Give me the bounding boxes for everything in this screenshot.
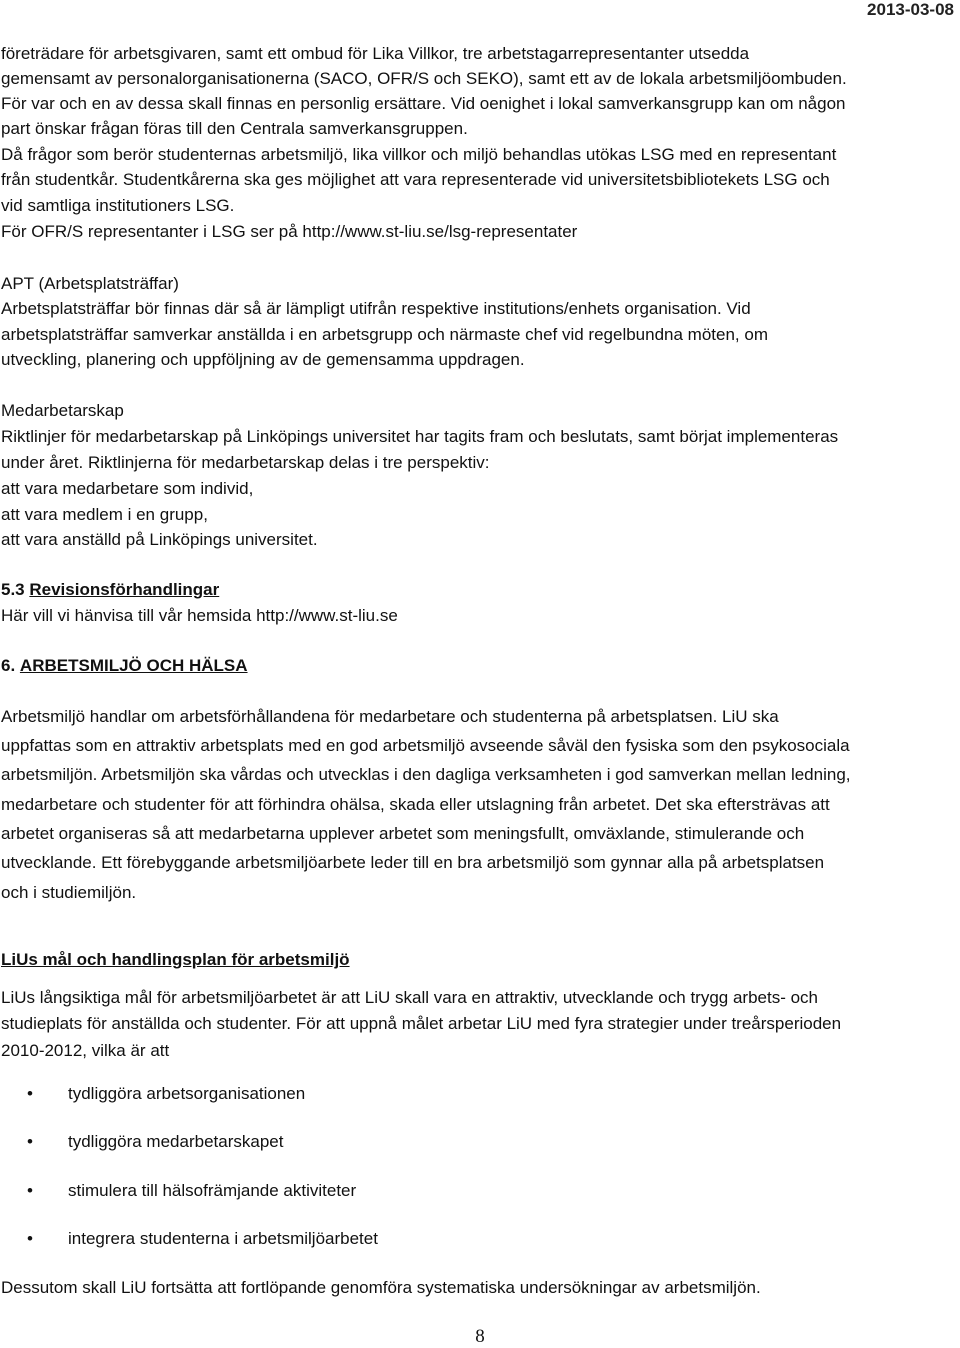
- body-line: att vara anställd på Linköpings universitet.: [1, 530, 318, 549]
- body-line: part önskar frågan föras till den Centrala samverkansgruppen.: [1, 119, 468, 138]
- body-line: arbetet organiseras så att medarbetarna upplever arbetet som meningsfullt, omväxlande, stimulerande och: [1, 824, 805, 843]
- body-line: För OFR/S representanter i LSG ser på http://www.st-liu.se/lsg-representater: [1, 222, 578, 241]
- body-line: utveckling, planering och uppföljning av de gemensamma uppdragen.: [1, 350, 525, 369]
- page-number: 8: [475, 1326, 485, 1347]
- body-line: 2010-2012, vilka är att: [1, 1041, 170, 1060]
- section-heading-revision: [1, 580, 959, 600]
- list-item: stimulera till hälsofrämjande aktiviteter: [68, 1181, 357, 1200]
- body-line: gemensamt av personalorganisationerna (SACO, OFR/S och SEKO), samt ett av de lokala arbetsmiljöombuden.: [1, 69, 847, 88]
- body-line: uppfattas som en attraktiv arbetsplats med en god arbetsmiljö avseende såväl den fysiska som den psykosociala: [1, 736, 850, 755]
- section-heading-arbetsmiljo: [1, 656, 959, 676]
- body-line: under året. Riktlinjerna för medarbetarskap delas i tre perspektiv:: [1, 453, 490, 472]
- list-item: integrera studenterna i arbetsmiljöarbetet: [68, 1229, 378, 1248]
- body-line: från studentkår. Studentkårerna ska ges möjlighet att vara representerade vid universitetsbibliotekets LSG och: [1, 170, 830, 189]
- section-number: 6.: [1, 656, 16, 675]
- body-line: LiUs långsiktiga mål för arbetsmiljöarbetet är att LiU skall vara en attraktiv, utvecklande och trygg arbets- och: [1, 988, 818, 1007]
- body-line: vid samtliga institutioners LSG.: [1, 196, 235, 215]
- body-line: arbetsmiljön. Arbetsmiljön ska vårdas och utvecklas i den dagliga verksamheten i god samverkan mellan ledning,: [1, 765, 851, 784]
- section-title: ARBETSMILJÖ OCH HÄLSA: [19, 656, 248, 675]
- body-line: Arbetsplatsträffar bör finnas där så är lämpligt utifrån respektive institutions/enhets organisation. Vid: [1, 299, 751, 318]
- section-title: Revisionsförhandlingar: [29, 580, 220, 599]
- body-line: För var och en av dessa skall finnas en personlig ersättare. Vid oenighet i lokal samverkansgrupp kan om någon: [1, 94, 846, 113]
- bullet-dot-icon: •: [27, 1132, 33, 1151]
- body-line: Riktlinjer för medarbetarskap på Linköpings universitet har tagits fram och beslutats, samt börjat implementeras: [1, 427, 839, 446]
- list-item: tydliggöra medarbetarskapet: [68, 1132, 284, 1151]
- body-line: Här vill vi hänvisa till vår hemsida http://www.st-liu.se: [1, 606, 398, 625]
- body-line: Då frågor som berör studenternas arbetsmiljö, lika villkor och miljö behandlas utökas LSG med en representant: [1, 145, 837, 164]
- list-item: tydliggöra arbetsorganisationen: [68, 1084, 306, 1103]
- body-line: medarbetare och studenter för att förhindra ohälsa, skada eller utslagning från arbetet. Det ska eftersträvas att: [1, 795, 830, 814]
- body-line: att vara medarbetare som individ,: [1, 479, 254, 498]
- body-line: arbetsplatsträffar samverkar anställda i en arbetsgrupp och närmaste chef vid regelbundna möten, om: [1, 325, 768, 344]
- header-date: 2013-03-08: [867, 0, 954, 19]
- bullet-dot-icon: •: [27, 1084, 33, 1103]
- body-line: Arbetsmiljö handlar om arbetsförhållandena för medarbetare och studenterna på arbetsplatsen. LiU ska: [1, 707, 779, 726]
- section-number: 5.3: [1, 580, 25, 599]
- body-line: och i studiemiljön.: [1, 883, 137, 902]
- section-heading-apt: APT (Arbetsplatsträffar): [1, 274, 179, 293]
- body-line: företrädare för arbetsgivaren, samt ett ombud för Lika Villkor, tre arbetstagarrepresentanter utsedda: [1, 44, 750, 63]
- bullet-dot-icon: •: [27, 1181, 33, 1200]
- body-line: utvecklande. Ett förebyggande arbetsmiljöarbete leder till en bra arbetsmiljö som gynnar alla på arbetsplatsen: [1, 853, 825, 872]
- section-heading-medarbetarskap: Medarbetarskap: [1, 401, 124, 420]
- section-heading-liu-goals: LiUs mål och handlingsplan för arbetsmiljö: [1, 950, 350, 969]
- bullet-dot-icon: •: [27, 1229, 33, 1248]
- body-line: att vara medlem i en grupp,: [1, 505, 208, 524]
- body-line: Dessutom skall LiU fortsätta att fortlöpande genomföra systematiska undersökningar av arbetsmiljön.: [1, 1278, 761, 1297]
- body-line: studieplats för anställda och studenter. För att uppnå målet arbetar LiU med fyra strategier under treårsperioden: [1, 1014, 842, 1033]
